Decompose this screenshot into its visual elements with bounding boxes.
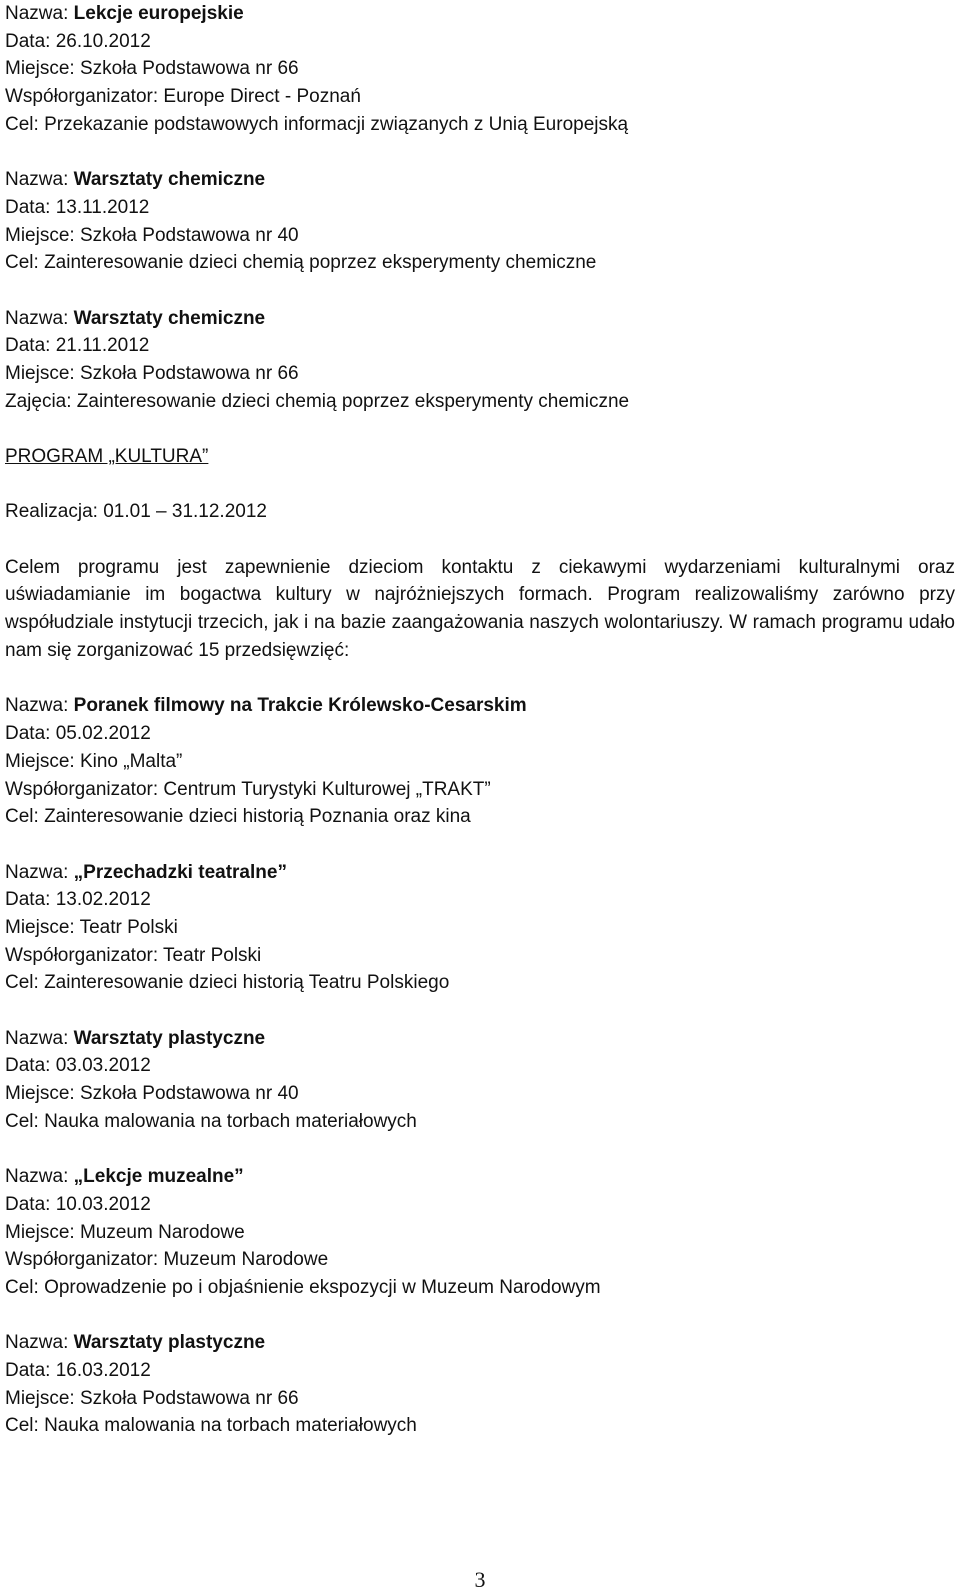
spacer <box>5 471 955 499</box>
program-description-block <box>5 554 955 665</box>
event-name-line <box>5 0 955 28</box>
event-name-line <box>5 692 955 720</box>
program-realization: Realizacja: 01.01 – 31.12.2012 <box>5 501 267 523</box>
event-detail-line: Data: 13.11.2012 <box>5 196 150 218</box>
event-name: Warsztaty plastyczne <box>73 1027 266 1049</box>
spacer <box>5 526 955 554</box>
program-heading: PROGRAM „KULTURA” <box>5 446 209 467</box>
event-name-label: Nazwa: <box>5 861 74 883</box>
event-detail-line: Data: 21.11.2012 <box>5 335 150 357</box>
event-list-bottom <box>5 692 955 1467</box>
event-name: Lekcje europejskie <box>73 3 244 24</box>
event-name-label: Nazwa: <box>5 3 74 24</box>
event-detail-line: Cel: Zainteresowanie dzieci historią Teatru Polskiego <box>5 972 450 994</box>
spacer <box>5 138 955 166</box>
document-page <box>5 0 955 1468</box>
event-name: Warsztaty chemiczne <box>73 307 266 329</box>
event-detail-line: Data: 13.02.2012 <box>5 889 151 911</box>
event-name-label: Nazwa: <box>5 307 74 329</box>
event-detail-line: Miejsce: Szkoła Podstawowa nr 66 <box>5 362 299 384</box>
spacer <box>5 665 955 693</box>
event-entry <box>5 0 955 166</box>
spacer <box>5 997 955 1025</box>
event-entry <box>5 1025 955 1163</box>
spacer <box>5 415 955 443</box>
event-entry <box>5 692 955 858</box>
spacer <box>5 831 955 859</box>
event-detail-line: Miejsce: Kino „Malta” <box>5 750 183 772</box>
event-name-line <box>5 1329 955 1357</box>
event-name-label: Nazwa: <box>5 695 74 717</box>
event-detail-line: Cel: Zainteresowanie dzieci chemią poprzez eksperymenty chemiczne <box>5 252 597 274</box>
event-detail-line: Miejsce: Szkoła Podstawowa nr 40 <box>5 224 299 246</box>
spacer <box>5 277 955 305</box>
event-detail-line: Miejsce: Teatr Polski <box>5 916 178 938</box>
event-detail-line: Cel: Nauka malowania na torbach materiałowych <box>5 1415 417 1437</box>
program-description: Celem programu jest zapewnienie dzieciom kontaktu z ciekawymi wydarzeniami kulturalnymi oraz uświadamianie im bogactwa kultury w najróżniejszych formach. Program realizowaliśmy zarówno przy współudziale instytucji trzecich, jak i na bazie zaangażowania naszych wolontariuszy. W ramach programu udało nam się zorganizować 15 przedsięwzięć: <box>5 556 955 661</box>
event-entry <box>5 1329 955 1467</box>
event-name-label: Nazwa: <box>5 1027 74 1049</box>
event-name: „Lekcje muzealne” <box>73 1166 244 1188</box>
page-number: 3 <box>474 1567 486 1592</box>
event-name-line <box>5 859 955 887</box>
spacer <box>5 1440 955 1468</box>
event-list-top <box>5 0 955 443</box>
event-detail-line: Zajęcia: Zainteresowanie dzieci chemią poprzez eksperymenty chemiczne <box>5 390 630 412</box>
event-detail-line: Miejsce: Szkoła Podstawowa nr 66 <box>5 58 299 80</box>
event-detail-line: Współorganizator: Centrum Turystyki Kulturowej „TRAKT” <box>5 778 491 800</box>
event-name-label: Nazwa: <box>5 169 74 191</box>
event-name: Poranek filmowy na Trakcie Królewsko-Cesarskim <box>73 695 527 717</box>
event-detail-line: Cel: Nauka malowania na torbach materiałowych <box>5 1110 417 1132</box>
event-detail-line: Data: 10.03.2012 <box>5 1193 151 1215</box>
event-entry <box>5 305 955 443</box>
event-detail-line: Miejsce: Szkoła Podstawowa nr 66 <box>5 1387 299 1409</box>
spacer <box>5 1302 955 1330</box>
event-name-line <box>5 1163 955 1191</box>
event-name: „Przechadzki teatralne” <box>73 861 287 883</box>
event-entry <box>5 1163 955 1329</box>
event-entry <box>5 859 955 1025</box>
event-name-line <box>5 1025 955 1053</box>
event-detail-line: Miejsce: Szkoła Podstawowa nr 40 <box>5 1083 299 1105</box>
event-detail-line: Współorganizator: Teatr Polski <box>5 944 262 966</box>
event-detail-line: Cel: Przekazanie podstawowych informacji związanych z Unią Europejską <box>5 113 629 135</box>
event-name-line <box>5 166 955 194</box>
event-detail-line: Cel: Zainteresowanie dzieci historią Poznania oraz kina <box>5 806 471 828</box>
event-detail-line: Miejsce: Muzeum Narodowe <box>5 1221 245 1243</box>
event-detail-line: Współorganizator: Muzeum Narodowe <box>5 1249 329 1271</box>
event-name: Warsztaty chemiczne <box>73 169 266 191</box>
event-detail-line: Data: 16.03.2012 <box>5 1359 151 1381</box>
event-name-label: Nazwa: <box>5 1332 74 1354</box>
event-name-label: Nazwa: <box>5 1166 74 1188</box>
spacer <box>5 1135 955 1163</box>
event-entry <box>5 166 955 304</box>
event-detail-line: Cel: Oprowadzenie po i objaśnienie ekspozycji w Muzeum Narodowym <box>5 1276 601 1298</box>
event-detail-line: Data: 26.10.2012 <box>5 30 151 52</box>
event-detail-line: Data: 05.02.2012 <box>5 723 151 745</box>
event-name-line <box>5 305 955 333</box>
event-name: Warsztaty plastyczne <box>73 1332 266 1354</box>
event-detail-line: Data: 03.03.2012 <box>5 1055 151 1077</box>
event-detail-line: Współorganizator: Europe Direct - Poznań <box>5 86 361 108</box>
